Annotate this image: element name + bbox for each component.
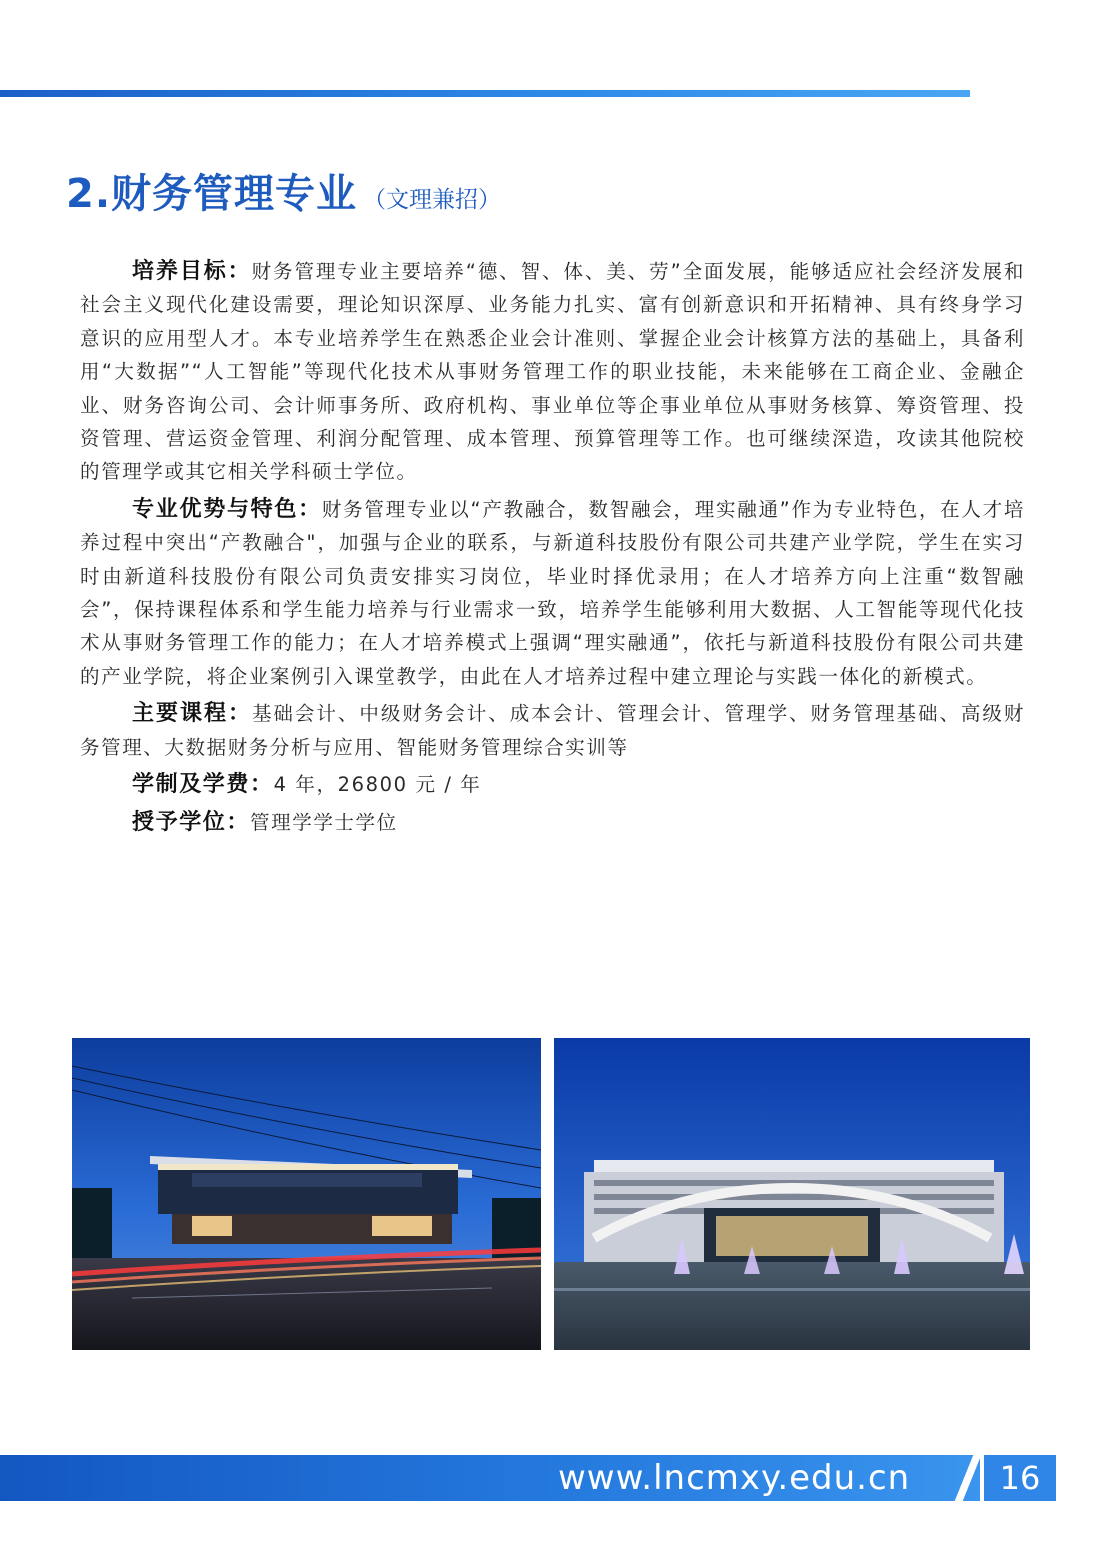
building-fountain-photo <box>554 1038 1030 1350</box>
campus-gate-photo <box>72 1038 541 1350</box>
courses-label: 主要课程： <box>132 700 252 727</box>
degree-text: 管理学学士学位 <box>250 810 398 834</box>
footer-url[interactable]: www.lncmxy.edu.cn <box>558 1458 911 1498</box>
goal-label: 培养目标： <box>132 258 252 284</box>
goal-text: 财务管理专业主要培养“德、智、体、美、劳”全面发展，能够适应社会经济发展和社会主义现代化建设需要，理论知识深厚、业务能力扎实、富有创新意识和开拓精神、具有终身学习意识的应用型人才。本专业培养学生在熟悉企业会计准则、掌握企业会计核算方法的基础上，具备利用“大数据”“人工智能”等现代化技术从事财务管理工作的职业技能，未来能够在工商企业、金融企业、财务咨询公司、会计师事务所、政府机构、事业单位等企事业单位从事财务核算、筹资管理、投资管理、营运资金管理、利润分配管理、成本管理、预算管理等工作。也可继续深造，攻读其他院校的管理学或其它相关学科硕士学位。 <box>80 260 1025 484</box>
advantage-text: 财务管理专业以“产教融合，数智融会，理实融通”作为专业特色，在人才培养过程中突出“产教融合"，加强与企业的联系，与新道科技股份有限公司共建产业学院，学生在实习时由新道科技股份有限公司负责安排实习岗位，毕业时择优录用；在人才培养方向上注重“数智融会”，保持课程体系和学生能力培养与行业需求一致，培养学生能够利用大数据、人工智能等现代化技术从事财务管理工作的能力；在人才培养模式上强调“理实融通”，依托与新道科技股份有限公司共建的产业学院，将企业案例引入课堂教学，由此在人才培养过程中建立理论与实践一体化的新模式。 <box>80 497 1025 688</box>
section-advantage <box>80 493 1025 693</box>
degree-label: 授予学位： <box>132 808 251 835</box>
page-title <box>66 162 501 219</box>
title-main: 2.财务管理专业 <box>66 171 358 217</box>
title-subtitle: （文理兼招） <box>363 187 502 213</box>
section-goal <box>80 255 1025 489</box>
section-courses <box>80 697 1025 764</box>
duration-label: 学制及学费： <box>132 771 274 798</box>
body-content <box>80 255 1025 843</box>
advantage-label: 专业优势与特色： <box>132 495 322 522</box>
top-divider <box>0 90 970 97</box>
page-number: 16 <box>999 1459 1041 1497</box>
duration-text: 4 年，26800 元 / 年 <box>273 773 482 797</box>
section-degree <box>80 806 1025 839</box>
section-duration <box>80 768 1025 801</box>
courses-text: 基础会计、中级财务会计、成本会计、管理会计、管理学、财务管理基础、高级财务管理、大数据财务分析与应用、智能财务管理综合实训等 <box>80 702 1025 759</box>
